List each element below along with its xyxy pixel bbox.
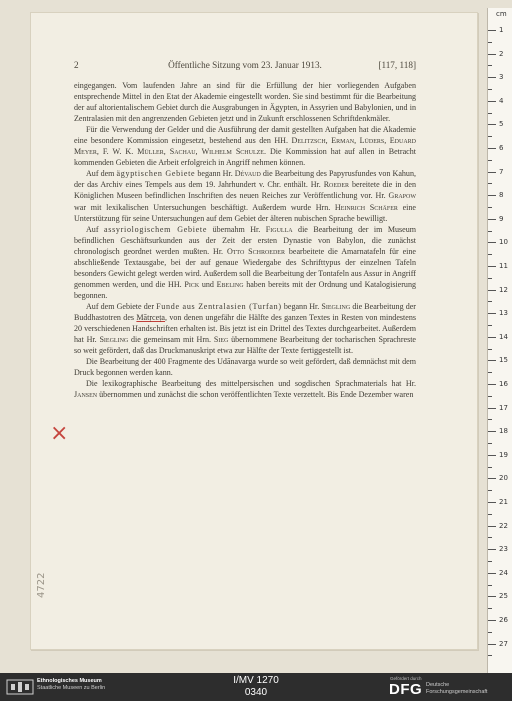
ruler-number: 4 — [499, 96, 504, 105]
ruler-subtick — [488, 632, 492, 633]
person-name: Delitzsch — [291, 136, 326, 146]
ruler-tick — [488, 360, 496, 361]
ruler-tick — [488, 478, 496, 479]
person-name: Dévaud — [234, 169, 261, 179]
ruler-subtick — [488, 490, 492, 491]
funder-name: Deutsche Forschungsgemeinschaft — [426, 682, 488, 695]
person-name: Eduard Meyer — [74, 136, 416, 157]
person-name: Roeder — [323, 180, 350, 190]
ruler-tick — [488, 620, 496, 621]
paragraph-udanavarga: Die Bearbeitung der 400 Fragmente des Udānavarga wurde so weit gefördert, daß demnächst mit dem Druck begonnen werden kann. — [74, 357, 416, 378]
ruler-number: 7 — [499, 167, 504, 176]
ruler-tick — [488, 526, 496, 527]
ruler-tick — [488, 384, 496, 385]
ruler-tick — [488, 77, 496, 78]
ruler-tick — [488, 242, 496, 243]
ruler-tick — [488, 313, 496, 314]
ruler-tick — [488, 455, 496, 456]
image-number: 0340 — [244, 687, 268, 698]
ruler-number: 1 — [499, 26, 504, 34]
section-term: assyriologischem Gebiete — [103, 224, 208, 234]
measurement-ruler — [487, 8, 512, 673]
ruler-number: 9 — [499, 214, 504, 223]
ruler-number: 11 — [499, 262, 508, 270]
red-cross-mark: × — [50, 421, 69, 446]
ruler-subtick — [488, 183, 492, 184]
ruler-number: 18 — [499, 427, 508, 436]
ruler-subtick — [488, 443, 492, 444]
person-name: Heinrich Schäfer — [334, 202, 398, 212]
footer-bar — [0, 673, 512, 701]
ruler-tick — [488, 408, 496, 409]
ruler-number: 24 — [499, 568, 508, 577]
ruler-subtick — [488, 65, 492, 66]
ruler-subtick — [488, 419, 492, 420]
funder-caption: Gefördert durch — [390, 676, 422, 681]
ruler-tick — [488, 549, 496, 550]
ruler-subtick — [488, 514, 492, 515]
ruler-tick — [488, 124, 496, 125]
ruler-tick — [488, 30, 496, 31]
ruler-subtick — [488, 608, 492, 609]
page-reference: [117, 118] — [378, 60, 416, 70]
ruler-tick — [488, 148, 496, 149]
ruler-number: 26 — [499, 616, 508, 624]
ruler-tick — [488, 219, 496, 220]
paragraph-2: Für die Verwendung der Gelder und die Ausführung der damit gestellten Aufgaben hat die Akademie eine besondere Kommission eingesetzt, bestehend aus den HH. Delitzsch, Erman, Lüders, Eduard Meyer, F. W. K. Müller, Sachau, Wilhelm Schulze. Die Kommission hat auf allen in Betracht kommenden Gebieten die Arbeit erfolgreich in Angriff nehmen können. — [74, 125, 416, 168]
ruler-tick — [488, 644, 496, 645]
ruler-subtick — [488, 396, 492, 397]
paragraph-assyria: Auf assyriologischem Gebiete übernahm Hr. Figulla die Bearbeitung der im Museum befindlichen Geschäftsurkunden aus der Zeit der ersten Dynastie von Babylon, die zunächst chronologisch geordnet werden mußten. Hr. Otto Schroeder bearbeitete die Amarnatafeln für eine abschließende Textausgabe, bei der auf genaue Wiedergabe des Schrifttypus der einzelnen Tafeln besonders Gewicht gelegt werden wird. Außerdem soll die Bearbeitung der Tontafeln aus Assur in Angriff genommen werden, und die HH. Pick und Ebeling haben bereits mit der Ordnung und Katalogisierung begonnen. — [74, 224, 417, 300]
person-name: Ebeling — [216, 279, 244, 289]
paragraph-turfan: Auf dem Gebiete der Funde aus Zentralasien (Turfan) begann Hr. Siegling die Bearbeitung der Buddhastotren des Mātṛceṭa, von denen ungefähr die Hälfte des ganzen Textes in Resten von mindestens 20 verschiedenen Handschriften erhalten ist. Bis jetzt ist ein Drittel des Textes durchgearbeitet. Außerdem hat Hr. Siegling die gemeinsam mit Hrn. Sieg übernommene Bearbeitung der tocharischen Sprachreste so weit gefördert, daß das Druckmanuskript etwa zur Hälfte der Texte fertiggestellt ist. — [74, 301, 417, 356]
person-name: Siegling — [321, 301, 351, 311]
person-name: Figulla — [265, 224, 293, 234]
ruler-subtick — [488, 301, 492, 302]
ruler-number: 10 — [499, 238, 508, 247]
ruler-tick — [488, 431, 496, 432]
ruler-tick — [488, 290, 496, 291]
ruler-subtick — [488, 561, 492, 562]
ruler-number: 3 — [499, 73, 504, 82]
ruler-subtick — [488, 585, 492, 586]
section-term: ägyptischen Gebiete — [116, 169, 196, 179]
person-name: Wilhelm Schulze — [201, 147, 264, 157]
person-name: Siegling — [99, 335, 129, 345]
ruler-number: 15 — [499, 356, 508, 365]
ruler-tick — [488, 195, 496, 196]
ruler-tick — [488, 502, 496, 503]
ruler-subtick — [488, 537, 492, 538]
ruler-subtick — [488, 136, 492, 137]
ruler-number: 21 — [499, 498, 508, 506]
person-name: Lüders — [359, 136, 385, 146]
ruler-subtick — [488, 655, 492, 656]
shelfmark: I/MV 1270 — [233, 675, 279, 686]
ruler-number: 22 — [499, 521, 508, 530]
ruler-unit: cm — [496, 10, 507, 18]
ruler-subtick — [488, 254, 492, 255]
paragraph-1: eingegangen. Vom laufenden Jahre an sind für die Erfüllung der hier vorliegenden Aufgaben entsprechende Mittel in den Etat der Akademie eingestellt worden. Sie sind bestimmt für die Bearbeitung der auf altorientalischem Gebiet durch die Ausgrabungen in Ägypten, in Assyrien und Babylonien, und in Zentralasien mit den angrenzenden Gebieten jetzt und in Zukunft erschlossenen Schriftdenkmäler. — [74, 81, 416, 124]
ruler-number: 27 — [499, 639, 508, 648]
ruler-number: 13 — [499, 309, 508, 318]
ruler-tick — [488, 54, 496, 55]
ruler-number: 16 — [499, 380, 508, 388]
person-name: Jansen — [74, 390, 98, 400]
person-name: Otto Schroeder — [226, 246, 285, 256]
person-name: Sieg — [213, 335, 229, 345]
ruler-number: 25 — [499, 592, 508, 601]
page-number: 2 — [74, 60, 79, 70]
pencil-annotation: 4722 — [36, 572, 47, 598]
paragraph-lexicography: Die lexikographische Bearbeitung des mittelpersischen und sogdischen Sprachmaterials hat Hr. Jansen übernommen und zunächst die schon veröffentlichten Texte verzettelt. Bis Ende Dezember waren — [74, 379, 416, 400]
ruler-number: 6 — [499, 144, 504, 152]
body-text — [74, 80, 416, 400]
person-name: Erman — [331, 136, 355, 146]
ruler-number: 23 — [499, 545, 508, 554]
person-name: Sachau — [169, 147, 196, 157]
ruler-tick — [488, 596, 496, 597]
person-name: F. W. K. Müller — [102, 147, 164, 157]
page-header — [74, 60, 416, 74]
ruler-tick — [488, 266, 496, 267]
underlined-term: Mātṛceṭa — [136, 312, 165, 322]
ruler-subtick — [488, 89, 492, 90]
ruler-subtick — [488, 231, 492, 232]
ruler-subtick — [488, 42, 492, 43]
ruler-subtick — [488, 278, 492, 279]
ruler-subtick — [488, 349, 492, 350]
ruler-number: 8 — [499, 191, 504, 200]
ruler-subtick — [488, 113, 492, 114]
ruler-number: 17 — [499, 403, 508, 412]
ruler-number: 19 — [499, 450, 508, 459]
ruler-subtick — [488, 372, 492, 373]
ruler-subtick — [488, 160, 492, 161]
ruler-subtick — [488, 467, 492, 468]
person-name: Pick — [184, 279, 200, 289]
ruler-number: 12 — [499, 285, 508, 294]
section-term: Funde aus Zentralasien (Turfan) — [156, 301, 282, 311]
ruler-tick — [488, 172, 496, 173]
ruler-tick — [488, 337, 496, 338]
running-title: Öffentliche Sitzung vom 23. Januar 1913. — [168, 60, 322, 70]
ruler-number: 5 — [499, 120, 504, 129]
paragraph-egypt: Auf dem ägyptischen Gebiete begann Hr. Dévaud die Bearbeitung des Papyrusfundes von Kahun, der das Archiv eines Tempels aus dem 19. Jahrhundert v. Chr. enthält. Hr. Roeder bereitete die in den Königlichen Museen befindlichen Inschriften des neuen Reiches zur Veröffentlichung vor. Hr. Grapow war mit lexikalischen Untersuchungen beschäftigt. Außerdem wurde Hrn. Heinrich Schäfer eine Unterstützung für seine Untersuchungen auf dem Gebiet der älteren nubischen Sprache bewilligt. — [74, 169, 417, 223]
ruler-tick — [488, 573, 496, 574]
ruler-subtick — [488, 325, 492, 326]
ruler-number: 2 — [499, 49, 504, 58]
person-name: Grapow — [388, 191, 416, 201]
institution-name: Ethnologisches Museum Staatliche Museen zu Berlin — [37, 678, 106, 691]
ruler-number: 20 — [499, 474, 508, 483]
ruler-subtick — [488, 207, 492, 208]
ruler-tick — [488, 101, 496, 102]
ruler-number: 14 — [499, 332, 508, 341]
dfg-logo: DFG — [389, 681, 423, 698]
